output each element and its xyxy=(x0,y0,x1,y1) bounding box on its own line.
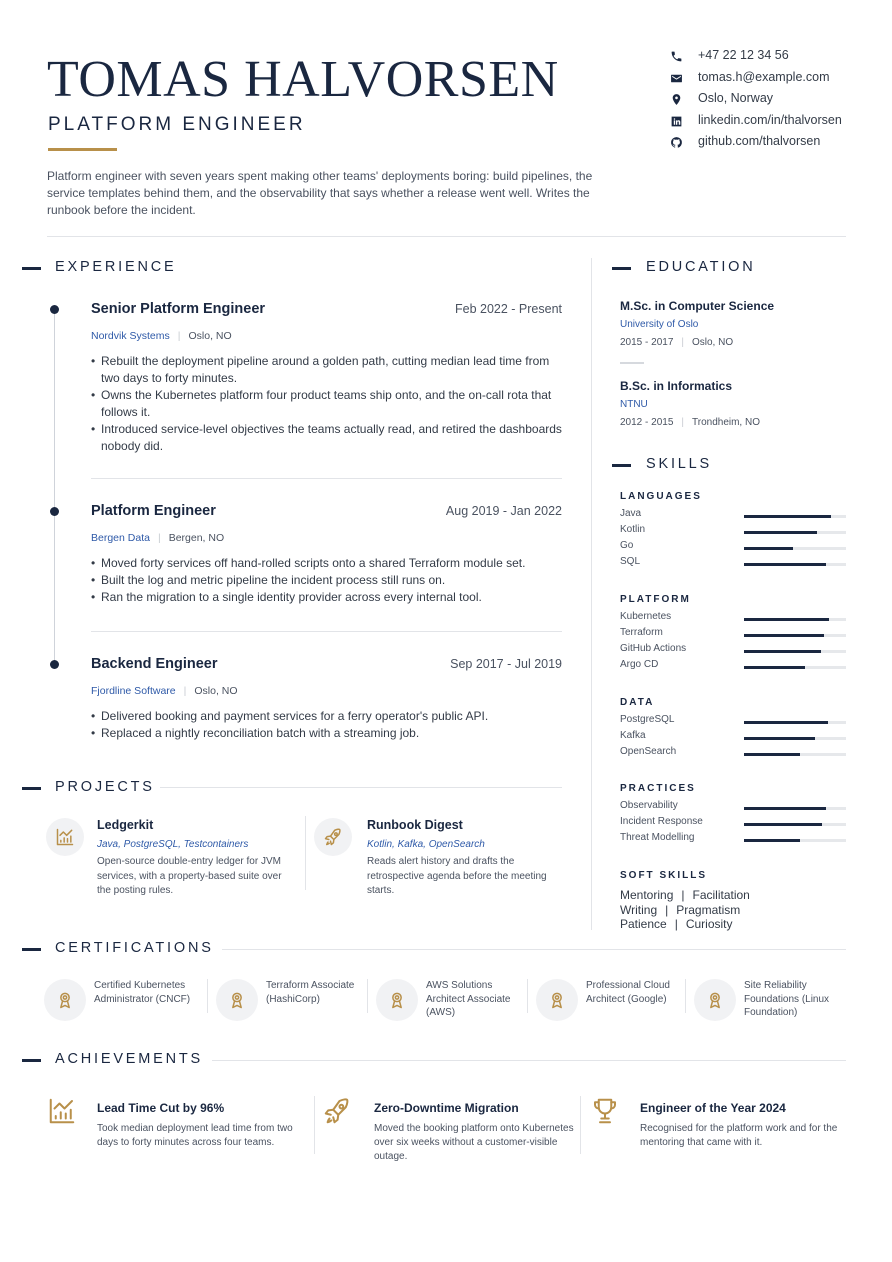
skill-category-soft-skills: SOFT SKILLS xyxy=(620,870,707,881)
certification-name: Certified Kubernetes Administrator (CNCF) xyxy=(94,980,191,1005)
job-divider xyxy=(91,478,562,479)
job-2-bullets xyxy=(91,555,571,606)
job-3-location: Oslo, NO xyxy=(194,685,238,697)
achievement-2-desc: Moved the booking platform onto Kubernetes over six weeks without a customer-visible outage. xyxy=(374,1123,574,1162)
soft-skill: Pragmatism xyxy=(676,903,741,917)
experience-timeline xyxy=(54,310,55,666)
certification-name: Site Reliability Foundations (Linux Foundation) xyxy=(744,980,830,1018)
column-separator xyxy=(591,258,592,930)
skill-bar-fill xyxy=(744,807,826,810)
skill-name: Threat Modelling xyxy=(620,832,695,843)
section-title-projects: PROJECTS xyxy=(55,779,155,795)
meta-separator: | xyxy=(681,417,684,428)
meta-separator: | xyxy=(183,685,187,697)
section-dash xyxy=(612,267,631,270)
skill-bar-fill xyxy=(744,515,831,518)
profile-summary: Platform engineer with seven years spent making other teams' deployments boring: build pipelines, the service templates behind them, and the observability that says whether a release went well. Writes the runbook before the incident. xyxy=(47,169,593,217)
job-2-meta xyxy=(91,532,224,544)
bullet-item: • Rebuilt the deployment pipeline around a golden path, cutting median lead time from two days to forty minutes. xyxy=(91,353,571,387)
project-1-tech: Java, PostgreSQL, Testcontainers xyxy=(97,839,249,850)
job-title: PLATFORM ENGINEER xyxy=(48,114,306,135)
bullet-item: • Moved forty services off hand-rolled scripts onto a shared Terraform module set. xyxy=(91,555,571,572)
education-1-meta xyxy=(620,337,733,348)
contact-linkedin[interactable] xyxy=(670,113,870,131)
contact-github[interactable] xyxy=(670,134,870,152)
soft-skills-row xyxy=(620,888,750,902)
education-1-school: University of Oslo xyxy=(620,319,699,330)
section-title-education: EDUCATION xyxy=(646,259,756,275)
soft-skill: Curiosity xyxy=(685,917,733,931)
bullet-item: • Delivered booking and payment services for a ferry operator's public API. xyxy=(91,708,571,725)
project-1-icon-badge xyxy=(46,818,84,856)
section-title-certifications: CERTIFICATIONS xyxy=(55,940,214,956)
education-divider xyxy=(620,362,644,364)
skill-bar-fill xyxy=(744,721,828,724)
skill-name: Kafka xyxy=(620,730,646,741)
skill-bar-fill xyxy=(744,618,829,621)
timeline-dot xyxy=(50,660,59,669)
project-2-icon-badge xyxy=(314,818,352,856)
skill-name: Kubernetes xyxy=(620,611,672,622)
email-icon xyxy=(670,72,683,85)
certification-icon-badge xyxy=(216,979,258,1021)
achievement-3-title: Engineer of the Year 2024 xyxy=(640,1101,786,1115)
achievement-3-desc: Recognised for the platform work and for the mentoring that came with it. xyxy=(640,1123,838,1148)
job-3-bullets xyxy=(91,708,571,742)
bullet-item: • Introduced service-level objectives the teams actually read, and retired the dashboards nobody did. xyxy=(91,421,571,455)
skill-bar xyxy=(744,807,846,810)
job-1-dates: Feb 2022 - Present xyxy=(454,302,562,316)
skill-name: Terraform xyxy=(620,627,663,638)
education-2-years: 2012 - 2015 xyxy=(620,417,674,428)
skill-bar xyxy=(744,839,846,842)
section-rule xyxy=(222,949,846,950)
job-3-dates: Sep 2017 - Jul 2019 xyxy=(450,657,562,671)
skill-bar-fill xyxy=(744,666,805,669)
skill-name: OpenSearch xyxy=(620,746,677,757)
education-2-location: Trondheim, NO xyxy=(692,417,760,428)
section-title-skills: SKILLS xyxy=(646,456,712,472)
skill-bar xyxy=(744,721,846,724)
skill-bar xyxy=(744,618,846,621)
skill-category-platform: PLATFORM xyxy=(620,594,691,605)
section-dash xyxy=(22,787,41,790)
section-rule xyxy=(160,787,562,788)
achievement-separator xyxy=(580,1096,581,1154)
bullet-item: • Ran the migration to a single identity provider across every internal tool. xyxy=(91,589,571,606)
certification-name: Professional Cloud Architect (Google) xyxy=(586,980,670,1005)
location-pin-icon xyxy=(670,93,683,106)
meta-separator: | xyxy=(157,532,161,544)
bullet-item: • Replaced a nightly reconciliation batch with a streaming job. xyxy=(91,725,571,742)
education-2-meta xyxy=(620,417,760,428)
soft-skills-row xyxy=(620,903,740,917)
project-1-desc: Open-source double-entry ledger for JVM services, with a property-based suite over the posting rules. xyxy=(97,856,282,896)
skill-bar-fill xyxy=(744,839,800,842)
skill-bar-fill xyxy=(744,753,800,756)
contact-email[interactable] xyxy=(670,70,870,88)
soft-skill-separator: | xyxy=(681,888,685,902)
contact-location xyxy=(670,91,870,109)
skill-bar xyxy=(744,515,846,518)
certification-icon-badge xyxy=(376,979,418,1021)
project-1-name: Ledgerkit xyxy=(97,818,154,832)
skill-bar-fill xyxy=(744,531,817,534)
skill-category-data: DATA xyxy=(620,697,655,708)
certification-separator xyxy=(367,979,368,1013)
award-ribbon-icon xyxy=(55,990,75,1010)
job-3-company: Fjordline Software xyxy=(91,685,176,697)
candidate-name: TOMAS HALVORSEN xyxy=(47,51,559,108)
skill-name: Go xyxy=(620,540,634,551)
bullet-item: • Built the log and metric pipeline the incident process still runs on. xyxy=(91,572,571,589)
job-1-meta xyxy=(91,330,232,342)
bullet-item: • Owns the Kubernetes platform four product teams ship onto, and the on-call rota that follows it. xyxy=(91,387,571,421)
skill-bar-fill xyxy=(744,737,815,740)
job-divider xyxy=(91,631,562,632)
skill-bar-fill xyxy=(744,563,826,566)
phone-icon xyxy=(670,50,683,63)
certification-name: Terraform Associate (HashiCorp) xyxy=(266,980,355,1005)
skill-name: Incident Response xyxy=(620,816,703,827)
skill-bar xyxy=(744,563,846,566)
rocket-icon xyxy=(323,827,343,847)
achievement-separator xyxy=(314,1096,315,1154)
contact-email-text[interactable]: tomas.h@example.com xyxy=(698,70,830,84)
rocket-icon xyxy=(322,1096,352,1126)
job-2-location: Bergen, NO xyxy=(168,532,225,544)
job-2-title: Platform Engineer xyxy=(91,503,216,519)
skill-category-practices: PRACTICES xyxy=(620,783,696,794)
project-separator xyxy=(305,816,306,890)
project-2-name: Runbook Digest xyxy=(367,818,463,832)
certification-separator xyxy=(685,979,686,1013)
certification-icon-badge xyxy=(44,979,86,1021)
skill-name: PostgreSQL xyxy=(620,714,675,725)
job-1-location: Oslo, NO xyxy=(188,330,232,342)
skill-bar xyxy=(744,547,846,550)
certification-separator xyxy=(207,979,208,1013)
skill-name: SQL xyxy=(620,556,641,567)
contact-github-text[interactable]: github.com/thalvorsen xyxy=(698,134,821,148)
skill-bar-fill xyxy=(744,823,822,826)
certification-name: AWS Solutions Architect Associate (AWS) xyxy=(426,980,511,1018)
section-dash xyxy=(22,1059,41,1062)
education-2-school: NTNU xyxy=(620,399,648,410)
section-title-achievements: ACHIEVEMENTS xyxy=(55,1051,204,1067)
title-underline xyxy=(48,148,117,151)
skill-bar xyxy=(744,634,846,637)
soft-skill: Mentoring xyxy=(620,888,674,902)
skill-name: Java xyxy=(620,508,642,519)
education-1-location: Oslo, NO xyxy=(692,337,734,348)
project-2-desc: Reads alert history and drafts the retrospective agenda before the meeting starts. xyxy=(367,856,547,896)
skill-bar xyxy=(744,666,846,669)
skill-bar xyxy=(744,531,846,534)
job-3-meta xyxy=(91,685,238,697)
certification-icon-badge xyxy=(536,979,578,1021)
achievement-1-title: Lead Time Cut by 96% xyxy=(97,1101,225,1115)
timeline-dot xyxy=(50,305,59,314)
education-1-years: 2015 - 2017 xyxy=(620,337,674,348)
contact-location-text: Oslo, Norway xyxy=(698,91,774,105)
achievement-3-icon xyxy=(590,1096,620,1131)
section-dash xyxy=(22,267,41,270)
soft-skill: Facilitation xyxy=(692,888,750,902)
certification-icon-badge xyxy=(694,979,736,1021)
chart-icon xyxy=(47,1096,77,1126)
soft-skills-row xyxy=(620,917,733,931)
header-divider xyxy=(47,236,846,237)
education-2-degree: B.Sc. in Informatics xyxy=(620,379,733,393)
soft-skill: Writing xyxy=(620,903,658,917)
skill-name: Observability xyxy=(620,800,678,811)
job-1-company: Nordvik Systems xyxy=(91,330,170,342)
skill-category-languages: LANGUAGES xyxy=(620,491,702,502)
linkedin-icon xyxy=(670,115,683,128)
skill-bar xyxy=(744,753,846,756)
achievement-1-icon xyxy=(47,1096,77,1131)
award-ribbon-icon xyxy=(227,990,247,1010)
job-1-title: Senior Platform Engineer xyxy=(91,301,266,317)
job-2-dates: Aug 2019 - Jan 2022 xyxy=(445,504,562,518)
achievement-2-title: Zero-Downtime Migration xyxy=(374,1101,519,1115)
award-ribbon-icon xyxy=(547,990,567,1010)
timeline-dot xyxy=(50,507,59,516)
soft-skill-separator: | xyxy=(674,917,678,931)
github-icon xyxy=(670,136,683,149)
job-3-title: Backend Engineer xyxy=(91,656,218,672)
section-title-experience: EXPERIENCE xyxy=(55,259,177,275)
skill-bar xyxy=(744,650,846,653)
job-2-company: Bergen Data xyxy=(91,532,150,544)
certification-separator xyxy=(527,979,528,1013)
section-dash xyxy=(22,948,41,951)
achievement-1-desc: Took median deployment lead time from two days to forty minutes across four teams. xyxy=(97,1123,293,1148)
contact-phone xyxy=(670,48,870,66)
skill-bar-fill xyxy=(744,650,821,653)
meta-separator: | xyxy=(681,337,684,348)
soft-skill: Patience xyxy=(620,917,667,931)
skill-name: Kotlin xyxy=(620,524,646,535)
skill-name: Argo CD xyxy=(620,659,659,670)
project-2-tech: Kotlin, Kafka, OpenSearch xyxy=(367,839,485,850)
achievement-2-icon xyxy=(322,1096,352,1131)
contact-phone-text: +47 22 12 34 56 xyxy=(698,48,789,62)
job-1-bullets xyxy=(91,353,571,455)
award-ribbon-icon xyxy=(705,990,725,1010)
section-rule xyxy=(212,1060,846,1061)
skill-bar-fill xyxy=(744,634,824,637)
skill-bar-fill xyxy=(744,547,793,550)
contact-linkedin-text[interactable]: linkedin.com/in/thalvorsen xyxy=(698,113,842,127)
education-1-degree: M.Sc. in Computer Science xyxy=(620,299,775,313)
award-ribbon-icon xyxy=(387,990,407,1010)
soft-skill-separator: | xyxy=(665,903,669,917)
skill-bar xyxy=(744,823,846,826)
meta-separator: | xyxy=(177,330,181,342)
trophy-icon xyxy=(590,1096,620,1126)
skill-name: GitHub Actions xyxy=(620,643,687,654)
chart-icon xyxy=(55,827,75,847)
section-dash xyxy=(612,464,631,467)
skill-bar xyxy=(744,737,846,740)
